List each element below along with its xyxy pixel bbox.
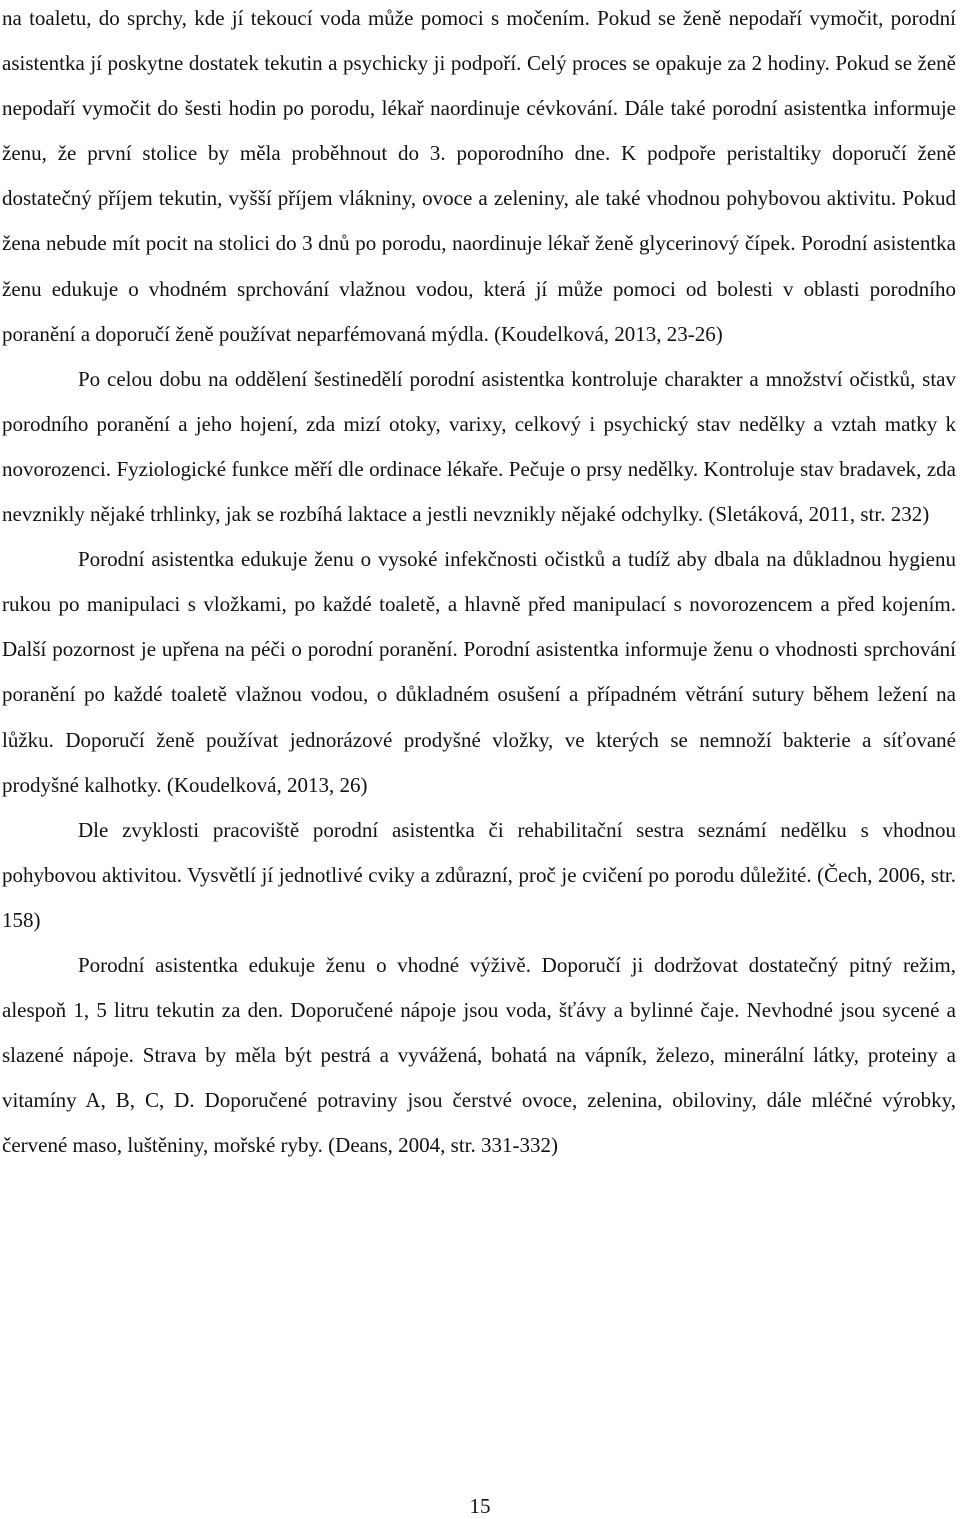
page-number: 15 (469, 1494, 491, 1518)
body-text (2, 0, 956, 1168)
paragraph-hygiene-education: Porodní asistentka edukuje ženu o vysoké infekčnosti očistků a tudíž aby dbala na důkladnou hygienu rukou po manipulaci s vložkami, po každé toaletě, a hlavně před manipulací s novorozencem a před kojením. Další pozornost je upřena na péči o porodní poranění. Porodní asistentka informuje ženu o vhodnosti sprchování poranění po každé toaletě vlažnou vodou, o důkladném osušení a případném větrání sutury během ležení na lůžku. Doporučí ženě používat jednorázové prodyšné vložky, ve kterých se nemnoží bakterie a síťované prodyšné kalhotky. (Koudelková, 2013, 26) (2, 547, 956, 797)
paragraph-nutrition: Porodní asistentka edukuje ženu o vhodné výživě. Doporučí ji dodržovat dostatečný pitný režim, alespoň 1, 5 litru tekutin za den. Doporučené nápoje jsou voda, šťávy a bylinné čaje. Nevhodné jsou sycené a slazené nápoje. Strava by měla být pestrá a vyvážená, bohatá na vápník, železo, minerální látky, proteiny a vitamíny A, B, C, D. Doporučené potraviny jsou čerstvé ovoce, zelenina, obiloviny, dále mléčné výrobky, červené maso, luštěniny, mořské ryby. (Deans, 2004, str. 331-332) (2, 952, 956, 1158)
paragraph-continuation: na toaletu, do sprchy, kde jí tekoucí voda může pomoci s močením. Pokud se ženě nepodaří vymočit, porodní asistentka jí poskytne dostatek tekutin a psychicky ji podpoří. Celý proces se opakuje za 2 hodiny. Pokud se ženě nepodaří vymočit do šesti hodin po porodu, lékař naordinuje cévkování. Dále také porodní asistentka informuje ženu, že první stolice by měla proběhnout do 3. poporodního dne. K podpoře peristaltiky doporučí ženě dostatečný příjem tekutin, vyšší příjem vlákniny, ovoce a zeleniny, ale také vhodnou pohybovou aktivitu. Pokud žena nebude mít pocit na stolici do 3 dnů po porodu, naordinuje lékař ženě glycerinový čípek. Porodní asistentka ženu edukuje o vhodném sprchování vlažnou vodou, která jí může pomoci od bolesti v oblasti porodního poranění a doporučí ženě používat neparfémovaná mýdla. (Koudelková, 2013, 23-26) (2, 6, 956, 346)
paragraph-physical-activity: Dle zvyklosti pracoviště porodní asistentka či rehabilitační sestra seznámí nedělku s vhodnou pohybovou aktivitou. Vysvětlí jí jednotlivé cviky a zdůrazní, proč je cvičení po porodu důležité. (Čech, 2006, str. 158) (2, 817, 956, 932)
paragraph-postpartum-monitoring: Po celou dobu na oddělení šestinedělí porodní asistentka kontroluje charakter a množství očistků, stav porodního poranění a jeho hojení, zda mizí otoky, varixy, celkový i psychický stav nedělky a vztah matky k novorozenci. Fyziologické funkce měří dle ordinace lékaře. Pečuje o prsy nedělky. Kontroluje stav bradavek, zda nevznikly nějaké trhlinky, jak se rozbíhá laktace a jestli nevznikly nějaké odchylky. (Sletáková, 2011, str. 232) (2, 366, 956, 527)
